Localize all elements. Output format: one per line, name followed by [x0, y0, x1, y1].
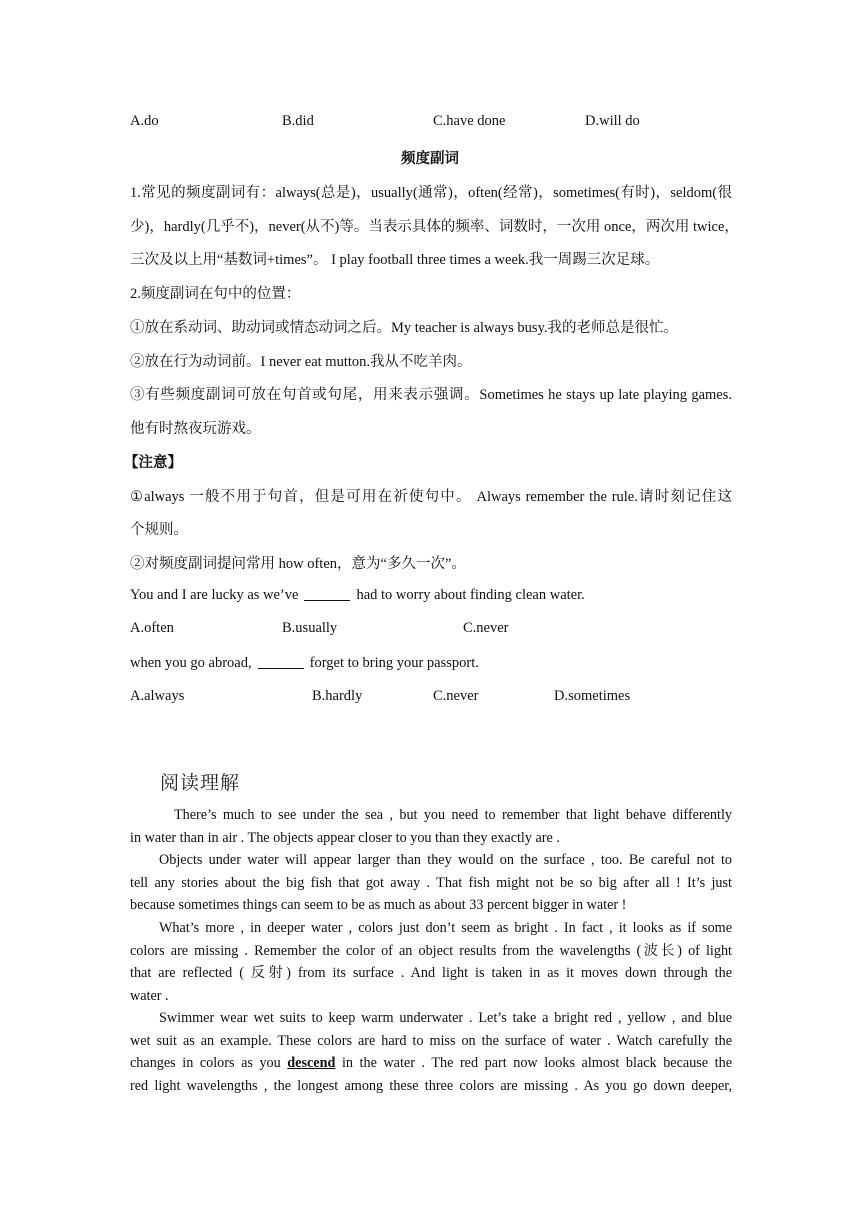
paragraph-3 — [130, 917, 732, 1008]
paragraph-line: What’s more , in deeper water , colors just don’t seem as bright . In fact , it looks as if some — [159, 920, 732, 936]
paragraph-line: tell any stories about the big fish that got away . That fish might not be so big after all ! It’s just — [130, 874, 732, 891]
option-c: C.never — [433, 688, 479, 704]
question-3-after: forget to bring your passport. — [309, 655, 479, 671]
underlined-word: descend — [287, 1055, 336, 1072]
option-d: D.sometimes — [554, 688, 631, 704]
note-label: 【注意】 — [124, 455, 182, 471]
rule1-line2: 少)，hardly(几乎不)，never(从不)等。当表示具体的频率、词数时，一次用 once，两次用 twice， — [130, 219, 739, 235]
note1-line2: 个规则。 — [130, 522, 188, 538]
paragraph-line: colors are missing . Remember the color of an object results from the wavelengths (波长) of light — [130, 942, 732, 959]
option-b: B.did — [282, 113, 314, 129]
paragraph-line: red light wavelengths , the longest among these three colors are missing . As you go down deeper, — [130, 1078, 732, 1095]
question-2 — [130, 586, 732, 604]
option-a: A.always — [130, 688, 185, 704]
rule1-line1: 1.常见的频度副词有：always(总是)，usually(通常)，often(经常)，sometimes(有时)，seldom(很 — [130, 185, 732, 201]
paragraph-line: There’s much to see under the sea , but you need to remember that light behave differently — [174, 807, 732, 823]
option-b: B.usually — [282, 620, 338, 636]
paragraph-4 — [130, 1007, 732, 1098]
paragraph-line: because sometimes things can seem to be as much as about 33 percent bigger in water ! — [130, 897, 627, 914]
note2: ②对频度副词提问常用 how often，意为“多久一次”。 — [130, 556, 466, 572]
note1-line1: ①always 一般不用于句首，但是可用在祈使句中。 Always remember the rule.请时刻记住这 — [130, 489, 732, 505]
rule1-line3: 三次及以上用“基数词+times”。 I play football three times a week.我一周踢三次足球。 — [130, 252, 660, 268]
paragraph-1 — [130, 804, 732, 849]
question-3 — [130, 654, 732, 672]
position-3-line2: 他有时熬夜玩游戏。 — [130, 421, 261, 437]
paragraph-line: in water than in air . The objects appear closer to you than they exactly are . — [130, 829, 560, 846]
position-3-line1: ③有些频度副词可放在句首或句尾，用来表示强调。Sometimes he stays up late playing games. — [130, 387, 732, 403]
paragraph-line: that are reflected ( 反射) from its surface . And light is taken in as it moves down through the — [130, 965, 732, 982]
option-d: D.will do — [585, 113, 640, 129]
rule2: 2.频度副词在句中的位置： — [130, 286, 301, 302]
section-heading: 频度副词 — [401, 151, 459, 167]
paragraph-line: wet suit as an example. These colors are hard to miss on the surface of water . Watch carefully the — [130, 1032, 732, 1049]
question-2-after: had to worry about finding clean water. — [356, 587, 585, 603]
paragraph-line: Swimmer wear wet suits to keep warm underwater . Let’s take a bright red , yellow , and blue — [159, 1010, 732, 1026]
answer-blank[interactable] — [304, 586, 350, 601]
reading-title: 阅读理解 — [160, 773, 241, 794]
paragraph-2 — [130, 849, 732, 917]
paragraph-line — [130, 1052, 732, 1075]
question-3-before: when you go abroad, — [130, 655, 252, 671]
option-b: B.hardly — [312, 688, 363, 704]
paragraph-line: Objects under water will appear larger than they would on the surface , too. Be careful not to — [159, 852, 732, 868]
paragraph-line: water . — [130, 988, 169, 1005]
option-c: C.have done — [433, 113, 506, 129]
line-text: in the water . The red part now looks almost black because the — [341, 1055, 732, 1072]
option-c: C.never — [463, 620, 509, 636]
question-2-before: You and I are lucky as we’ve — [130, 587, 299, 603]
line-text: changes in colors as you — [130, 1055, 281, 1072]
answer-blank[interactable] — [258, 654, 304, 669]
position-1: ①放在系动词、助动词或情态动词之后。My teacher is always busy.我的老师总是很忙。 — [130, 320, 679, 336]
option-a: A.do — [130, 113, 159, 129]
option-a: A.often — [130, 620, 174, 636]
position-2: ②放在行为动词前。I never eat mutton.我从不吃羊肉。 — [130, 354, 472, 370]
